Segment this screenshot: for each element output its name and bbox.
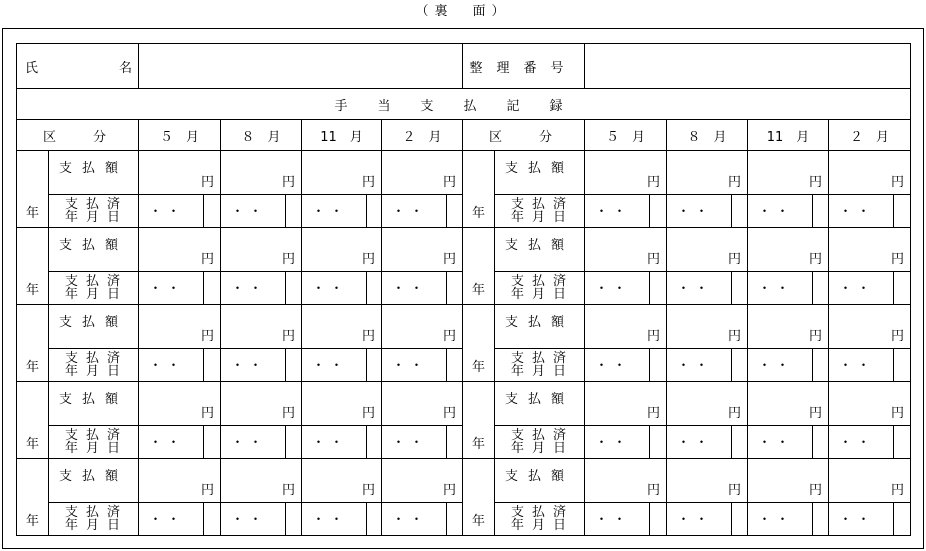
year-label: 年: [25, 206, 39, 221]
paid-date-label: [495, 349, 585, 382]
paid-date-field[interactable]: [829, 349, 911, 382]
date-separator-dots: ・・: [149, 512, 186, 528]
kubun-char-1: 区: [489, 129, 503, 145]
amount-field[interactable]: 円: [302, 382, 382, 426]
date-separator-dots: ・・: [231, 512, 268, 528]
paid-date-field[interactable]: [748, 195, 829, 228]
date-divider: [893, 503, 894, 535]
date-divider: [812, 349, 813, 381]
year-label: 年: [471, 360, 485, 375]
date-separator-dots: ・・: [312, 358, 349, 374]
year-cell: [17, 151, 49, 228]
paid-date-field[interactable]: [382, 426, 463, 459]
payment-record-table: [16, 43, 911, 536]
column-header-row: [17, 120, 911, 151]
paid-label-line1: 支払済: [64, 351, 128, 366]
paid-label-line1: 支払済: [64, 428, 128, 443]
date-divider: [366, 272, 367, 304]
date-divider: [446, 195, 447, 227]
amount-field[interactable]: 円: [748, 459, 829, 503]
paid-date-field[interactable]: [221, 349, 302, 382]
amount-label: 支払額: [495, 151, 585, 195]
paid-label-line2: 年月日: [511, 210, 575, 225]
paid-date-field[interactable]: [585, 272, 667, 305]
date-separator-dots: ・・: [595, 281, 632, 297]
date-divider: [285, 272, 286, 304]
date-divider: [446, 426, 447, 458]
paid-date-field[interactable]: [139, 195, 221, 228]
paid-date-field[interactable]: [382, 272, 463, 305]
date-separator-dots: ・・: [392, 512, 429, 528]
amount-field[interactable]: 円: [302, 459, 382, 503]
date-separator-dots: ・・: [231, 435, 268, 451]
amount-row: [17, 151, 911, 195]
amount-row: [17, 305, 911, 349]
amount-field[interactable]: 円: [221, 151, 302, 195]
paid-label-line1: 支払済: [511, 505, 575, 520]
date-separator-dots: ・・: [758, 358, 795, 374]
year-label: 年: [471, 437, 485, 452]
amount-field[interactable]: 円: [829, 151, 911, 195]
date-divider: [812, 195, 813, 227]
amount-field[interactable]: 円: [221, 228, 302, 272]
date-separator-dots: ・・: [149, 281, 186, 297]
paid-date-field[interactable]: [585, 503, 667, 536]
paid-date-label: [49, 503, 139, 536]
month-header: ８ 月: [667, 120, 748, 151]
date-divider: [366, 195, 367, 227]
amount-field[interactable]: 円: [748, 228, 829, 272]
name-label-char-2: 名: [118, 60, 132, 76]
name-label-cell: [17, 44, 139, 89]
date-separator-dots: ・・: [392, 358, 429, 374]
amount-field[interactable]: 円: [585, 459, 667, 503]
amount-label: 支払額: [49, 151, 139, 195]
year-cell: [17, 382, 49, 459]
date-divider: [366, 503, 367, 535]
year-label: 年: [471, 206, 485, 221]
month-header: 11 月: [302, 120, 382, 151]
date-separator-dots: ・・: [312, 435, 349, 451]
paid-date-field[interactable]: [302, 272, 382, 305]
paid-label-line2: 年月日: [64, 441, 128, 456]
header-row: [17, 44, 911, 89]
amount-field[interactable]: 円: [667, 382, 748, 426]
paid-date-label: [495, 503, 585, 536]
amount-field[interactable]: 円: [139, 459, 221, 503]
date-separator-dots: ・・: [392, 281, 429, 297]
year-cell: [463, 228, 495, 305]
date-divider: [893, 272, 894, 304]
date-separator-dots: ・・: [758, 204, 795, 220]
paid-date-field[interactable]: [221, 272, 302, 305]
amount-field[interactable]: 円: [382, 151, 463, 195]
date-divider: [812, 272, 813, 304]
paid-date-field[interactable]: [302, 503, 382, 536]
paid-date-label: [49, 426, 139, 459]
amount-field[interactable]: 円: [139, 382, 221, 426]
paid-date-label: [49, 349, 139, 382]
date-divider: [893, 349, 894, 381]
kubun-header: [463, 120, 585, 151]
month-header: ５ 月: [585, 120, 667, 151]
amount-field[interactable]: 円: [382, 382, 463, 426]
date-divider: [731, 349, 732, 381]
amount-field[interactable]: 円: [667, 305, 748, 349]
date-divider: [203, 272, 204, 304]
amount-field[interactable]: 円: [585, 305, 667, 349]
date-separator-dots: ・・: [677, 512, 714, 528]
paid-label-line2: 年月日: [64, 364, 128, 379]
paid-date-field[interactable]: [382, 195, 463, 228]
date-separator-dots: ・・: [231, 358, 268, 374]
amount-label: 支払額: [495, 459, 585, 503]
paid-date-field[interactable]: [667, 426, 748, 459]
paid-date-label: [49, 195, 139, 228]
date-divider: [812, 426, 813, 458]
paid-label-line2: 年月日: [511, 518, 575, 533]
paid-date-field[interactable]: [667, 349, 748, 382]
paid-date-field[interactable]: [585, 349, 667, 382]
date-divider: [812, 503, 813, 535]
paid-date-field[interactable]: [302, 349, 382, 382]
amount-field[interactable]: 円: [302, 305, 382, 349]
number-field[interactable]: [585, 44, 911, 89]
name-label-char-1: 氏: [25, 60, 39, 76]
date-divider: [731, 272, 732, 304]
amount-field[interactable]: 円: [829, 382, 911, 426]
date-separator-dots: ・・: [677, 204, 714, 220]
year-label: 年: [25, 437, 39, 452]
date-separator-dots: ・・: [231, 281, 268, 297]
date-divider: [366, 349, 367, 381]
amount-label: 支払額: [49, 382, 139, 426]
amount-row: [17, 228, 911, 272]
date-separator-dots: ・・: [312, 204, 349, 220]
date-divider: [285, 195, 286, 227]
kubun-header: [17, 120, 139, 151]
amount-field[interactable]: 円: [221, 382, 302, 426]
paid-label-line2: 年月日: [64, 210, 128, 225]
paid-label-line1: 支払済: [511, 428, 575, 443]
kubun-char-2: 分: [539, 129, 553, 145]
paid-date-field[interactable]: [748, 503, 829, 536]
amount-field[interactable]: 円: [139, 151, 221, 195]
month-header: 11 月: [748, 120, 829, 151]
amount-label: 支払額: [495, 228, 585, 272]
amount-field[interactable]: 円: [667, 228, 748, 272]
amount-label: 支払額: [495, 305, 585, 349]
date-divider: [731, 426, 732, 458]
date-separator-dots: ・・: [312, 281, 349, 297]
paid-date-field[interactable]: [748, 426, 829, 459]
paid-date-field[interactable]: [748, 349, 829, 382]
amount-field[interactable]: 円: [139, 305, 221, 349]
date-divider: [731, 195, 732, 227]
date-separator-dots: ・・: [758, 512, 795, 528]
paid-date-label: [49, 272, 139, 305]
date-separator-dots: ・・: [595, 358, 632, 374]
amount-field[interactable]: 円: [585, 228, 667, 272]
date-divider: [893, 426, 894, 458]
paid-label-line1: 支払済: [64, 274, 128, 289]
date-separator-dots: ・・: [839, 204, 876, 220]
date-divider: [446, 272, 447, 304]
section-title-row: [17, 89, 911, 120]
year-cell: [17, 228, 49, 305]
date-separator-dots: ・・: [595, 204, 632, 220]
amount-field[interactable]: 円: [829, 228, 911, 272]
name-field[interactable]: [139, 44, 463, 89]
date-separator-dots: ・・: [758, 435, 795, 451]
paid-date-field[interactable]: [221, 503, 302, 536]
amount-field[interactable]: 円: [829, 305, 911, 349]
amount-row: [17, 459, 911, 503]
paid-label-line2: 年月日: [511, 441, 575, 456]
date-separator-dots: ・・: [677, 281, 714, 297]
kubun-char-2: 分: [92, 129, 106, 145]
date-separator-dots: ・・: [149, 435, 186, 451]
year-cell: [17, 305, 49, 382]
date-separator-dots: ・・: [677, 435, 714, 451]
paid-date-field[interactable]: [667, 503, 748, 536]
month-header: ２ 月: [382, 120, 463, 151]
paid-label-line1: 支払済: [511, 274, 575, 289]
date-separator-dots: ・・: [758, 281, 795, 297]
date-divider: [649, 272, 650, 304]
paid-date-field[interactable]: [221, 426, 302, 459]
amount-field[interactable]: 円: [585, 382, 667, 426]
amount-field[interactable]: 円: [302, 228, 382, 272]
paid-date-label: [495, 272, 585, 305]
paid-date-field[interactable]: [748, 272, 829, 305]
paid-date-label: [495, 426, 585, 459]
amount-field[interactable]: 円: [667, 459, 748, 503]
date-divider: [285, 426, 286, 458]
date-divider: [203, 503, 204, 535]
paid-date-field[interactable]: [302, 426, 382, 459]
date-separator-dots: ・・: [677, 358, 714, 374]
date-divider: [446, 349, 447, 381]
paid-date-label: [495, 195, 585, 228]
amount-label: 支払額: [49, 459, 139, 503]
amount-field[interactable]: 円: [585, 151, 667, 195]
amount-label: 支払額: [495, 382, 585, 426]
year-label: 年: [25, 360, 39, 375]
paid-date-field[interactable]: [139, 503, 221, 536]
amount-field[interactable]: 円: [382, 228, 463, 272]
year-cell: [17, 459, 49, 536]
amount-field[interactable]: 円: [748, 151, 829, 195]
paid-date-field[interactable]: [667, 272, 748, 305]
paid-date-field[interactable]: [667, 195, 748, 228]
amount-field[interactable]: 円: [748, 305, 829, 349]
paid-label-line2: 年月日: [511, 287, 575, 302]
paid-date-field[interactable]: [139, 426, 221, 459]
kubun-char-1: 区: [43, 129, 57, 145]
date-separator-dots: ・・: [231, 204, 268, 220]
date-separator-dots: ・・: [149, 358, 186, 374]
paid-label-line2: 年月日: [64, 518, 128, 533]
amount-field[interactable]: 円: [302, 151, 382, 195]
date-divider: [203, 426, 204, 458]
paid-date-field[interactable]: [221, 195, 302, 228]
month-header: ５ 月: [139, 120, 221, 151]
amount-field[interactable]: 円: [139, 228, 221, 272]
paid-date-field[interactable]: [302, 195, 382, 228]
amount-field[interactable]: 円: [382, 459, 463, 503]
date-separator-dots: ・・: [839, 358, 876, 374]
amount-label: 支払額: [49, 228, 139, 272]
date-divider: [285, 349, 286, 381]
date-separator-dots: ・・: [839, 435, 876, 451]
paid-date-field[interactable]: [139, 349, 221, 382]
amount-field[interactable]: 円: [829, 459, 911, 503]
year-cell: [463, 459, 495, 536]
date-divider: [649, 195, 650, 227]
year-label: 年: [471, 514, 485, 529]
date-divider: [649, 503, 650, 535]
paid-label-line1: 支払済: [511, 351, 575, 366]
date-divider: [731, 503, 732, 535]
paid-label-line2: 年月日: [64, 287, 128, 302]
date-separator-dots: ・・: [392, 435, 429, 451]
amount-field[interactable]: 円: [748, 382, 829, 426]
date-separator-dots: ・・: [392, 204, 429, 220]
paid-label-line1: 支払済: [511, 197, 575, 212]
paid-date-field[interactable]: [139, 272, 221, 305]
date-divider: [446, 503, 447, 535]
date-separator-dots: ・・: [595, 512, 632, 528]
paid-date-field[interactable]: [829, 195, 911, 228]
month-header: ８ 月: [221, 120, 302, 151]
date-divider: [203, 195, 204, 227]
section-title: 手当支払記録: [17, 89, 911, 120]
number-label: 整理番号: [463, 44, 585, 89]
year-label: 年: [471, 283, 485, 298]
paid-date-field[interactable]: [829, 426, 911, 459]
year-cell: [463, 382, 495, 459]
paid-label-line1: 支払済: [64, 197, 128, 212]
year-label: 年: [25, 283, 39, 298]
year-label: 年: [25, 514, 39, 529]
paid-date-field[interactable]: [585, 195, 667, 228]
year-cell: [463, 151, 495, 228]
paid-label-line1: 支払済: [64, 505, 128, 520]
date-divider: [893, 195, 894, 227]
amount-row: [17, 382, 911, 426]
paid-date-field[interactable]: [585, 426, 667, 459]
amount-field[interactable]: 円: [221, 459, 302, 503]
date-divider: [649, 349, 650, 381]
date-separator-dots: ・・: [839, 281, 876, 297]
paid-date-field[interactable]: [382, 503, 463, 536]
date-separator-dots: ・・: [312, 512, 349, 528]
amount-field[interactable]: 円: [382, 305, 463, 349]
date-divider: [649, 426, 650, 458]
month-header: ２ 月: [829, 120, 911, 151]
date-divider: [366, 426, 367, 458]
amount-field[interactable]: 円: [667, 151, 748, 195]
year-cell: [463, 305, 495, 382]
date-separator-dots: ・・: [839, 512, 876, 528]
date-separator-dots: ・・: [595, 435, 632, 451]
date-divider: [285, 503, 286, 535]
amount-field[interactable]: 円: [221, 305, 302, 349]
date-divider: [203, 349, 204, 381]
paid-date-field[interactable]: [829, 272, 911, 305]
page-side-caption: （裏 面）: [415, 4, 511, 19]
date-separator-dots: ・・: [149, 204, 186, 220]
paid-date-field[interactable]: [829, 503, 911, 536]
amount-label: 支払額: [49, 305, 139, 349]
paid-date-field[interactable]: [382, 349, 463, 382]
paid-label-line2: 年月日: [511, 364, 575, 379]
